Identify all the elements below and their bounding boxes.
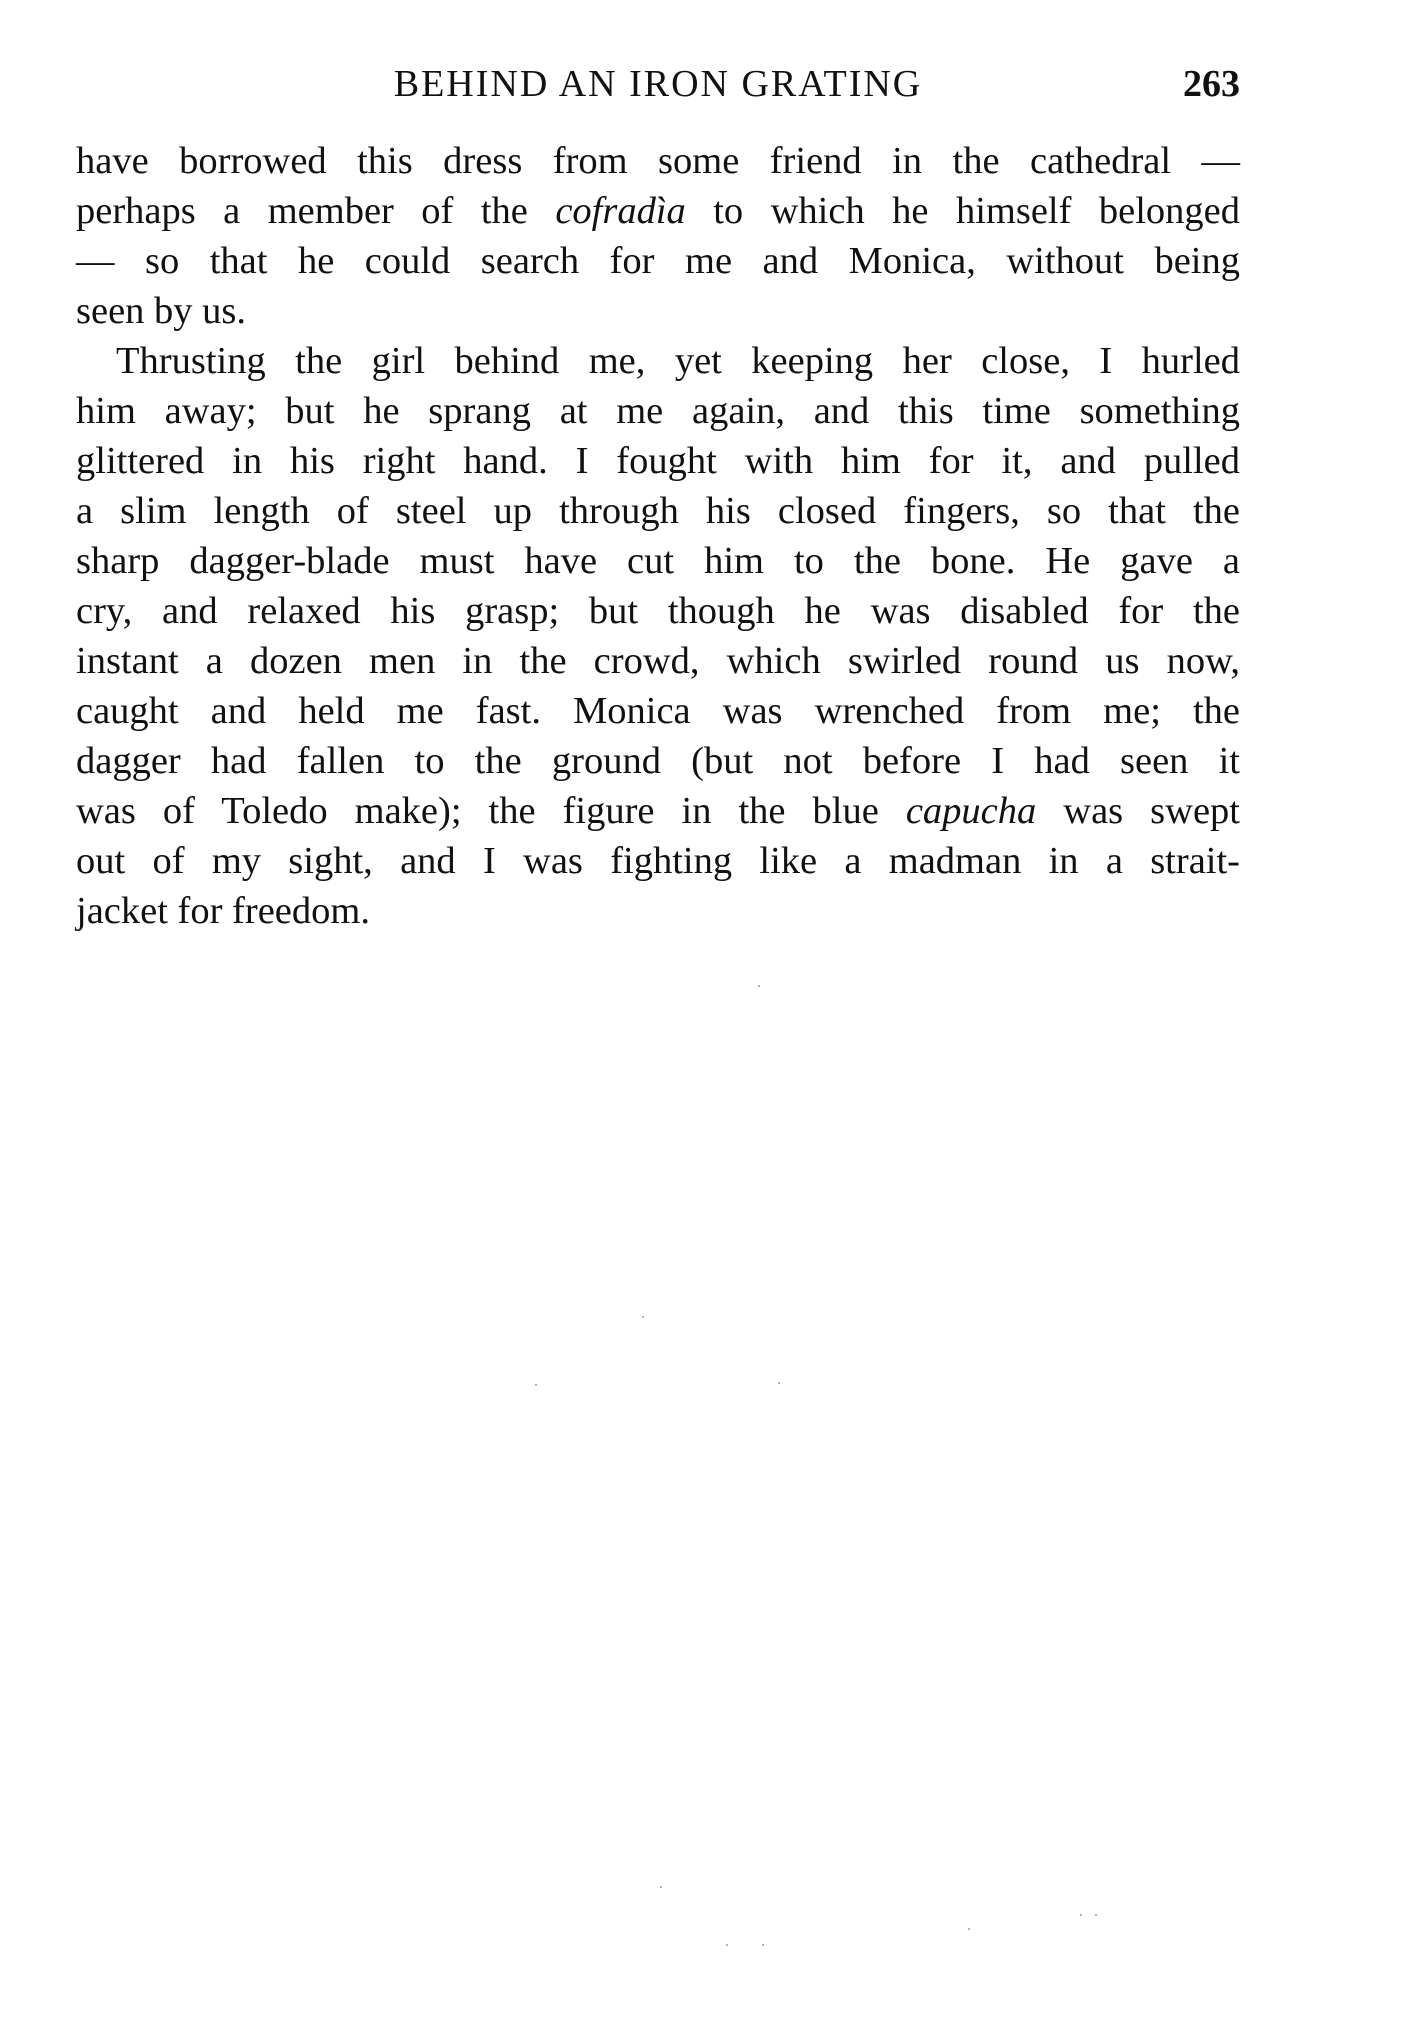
text-line: Thrusting the girl behind me, yet keeping her close, I hurled — [116, 340, 1240, 382]
scan-speck — [1080, 1914, 1082, 1916]
text-line: cry, and relaxed his grasp; but though he was disabled for the — [76, 590, 1240, 632]
scan-speck — [535, 1384, 537, 1386]
scan-speck — [778, 1382, 780, 1384]
text-line: him away; but he sprang at me again, and this time something — [76, 390, 1240, 432]
text-line: glittered in his right hand. I fought with him for it, and pulled — [76, 440, 1240, 482]
scan-speck — [726, 1944, 728, 1946]
text-line: dagger had fallen to the ground (but not before I had seen it — [76, 740, 1240, 782]
text-line: caught and held me fast. Monica was wrenched from me; the — [76, 690, 1240, 732]
running-head — [76, 62, 1240, 106]
italic-term: cofradìa — [555, 190, 686, 232]
scan-speck — [968, 1928, 970, 1930]
scan-speck — [1095, 1914, 1097, 1916]
scan-speck — [762, 1944, 764, 1946]
text-line: seen by us. — [76, 290, 247, 332]
body-text — [76, 136, 1240, 936]
text-line: perhaps a member of the cofradìa to which he himself belonged — [76, 190, 1240, 232]
running-title: BEHIND AN IRON GRATING — [393, 63, 923, 105]
text-line: out of my sight, and I was fighting like a madman in a strait- — [76, 840, 1240, 882]
text-line: — so that he could search for me and Monica, without being — [76, 240, 1240, 282]
scan-speck — [642, 1316, 644, 1318]
text-line: sharp dagger-blade must have cut him to the bone. He gave a — [76, 540, 1240, 582]
text-line: instant a dozen men in the crowd, which swirled round us now, — [76, 640, 1240, 682]
text-line: jacket for freedom. — [76, 890, 370, 932]
text-line: a slim length of steel up through his closed fingers, so that the — [76, 490, 1240, 532]
scan-speck — [660, 1886, 662, 1888]
text-line: have borrowed this dress from some friend in the cathedral — — [76, 140, 1240, 182]
text-line: was of Toledo make); the figure in the blue capucha was swept — [76, 790, 1240, 832]
italic-term: capucha — [905, 790, 1037, 832]
scan-speck — [758, 985, 760, 987]
page-number: 263 — [1183, 63, 1240, 105]
